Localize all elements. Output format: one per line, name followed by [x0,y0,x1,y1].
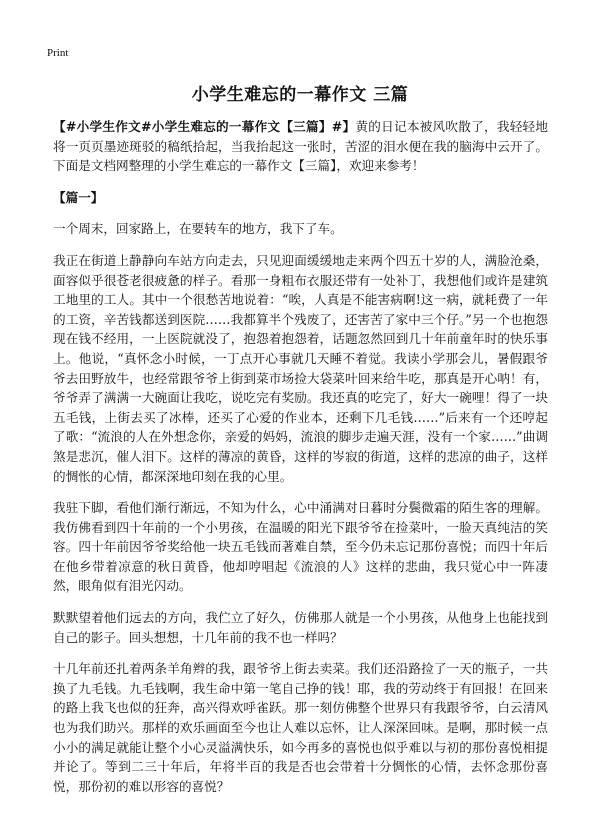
paragraph-2: 我正在街道上静静向车站方向走去，只见迎面缓缓地走来两个四五十岁的人，满脸沧桑，面容似乎很苍老很疲惫的样子。看那一身粗布衣服还带有一处补丁，我想他们或许是建筑工地里的工人。其中一个很愁苦地说着：“唉，人真是不能害病啊!这一病，就耗费了一年的工资，辛苦钱都送到医院……我都算半个残废了，还害苦了家中三个仔。”另一个也抱怨现在钱不经用，一上医院就没了，抱怨着抱怨着，话题忽然回到几十年前童年时的快乐事上。他说，“真怀念小时候，一丁点开心事就几天睡不着觉。我读小学那会儿，暑假跟爷爷去田野放牛，也经常跟爷爷上街到菜市场捡大袋菜叶回来给牛吃，那真是开心呐！有，爷爷弄了满满一大碗面让我吃，说吃完有奖励。我还真的吃完了，好大一碗哩！得了一块五毛钱，上街去买了冰棒，还买了心爱的作业本，还剩下几毛钱……”后来有一个还哼起了歌：“流浪的人在外想念你，亲爱的妈妈，流浪的脚步走遍天涯，没有一个家……”曲调煞是悲沉，催人泪下。这样的薄凉的黄昏，这样的岑寂的街道，这样的悲凉的曲子，这样的惆怅的心情，都深深地印刻在我的心里。 [53,252,548,484]
paragraph-3: 我驻下脚，看他们渐行渐远，不知为什么，心中涌满对日暮时分鬓微霜的陌生客的理解。我仿佛看到四十年前的一个小男孩，在温暖的阳光下跟爷爷在捡菜叶，一脸天真纯洁的笑容。四十年前因爷爷奖给他一块五毛钱而著难自禁，至今仍未忘记那份喜悦；而四十年后在他乡带着凉意的秋日黄昏，他却哼唱起《流浪的人》这样的悲曲，我只觉心中一阵凄然，眼角似有泪光闪动。 [53,500,548,594]
print-link[interactable]: Print [47,47,69,59]
intro-text: 黄的日记本被风吹散了，我轻轻地将一页页墨迹斑驳的稿纸拾起，当我抬起这一张时，苦涩的泪水便在我的脑海中云开了。下面是文档网整理的小学生难忘的一幕作文【三篇】，欢迎来参考！ [53,119,548,174]
paragraph-5: 十几年前还扎着两条羊角辫的我，跟爷爷上街去卖菜。我们还沿路捡了一天的瓶子，一共换了九毛钱。九毛钱啊，我生命中第一笔自己挣的钱！耶，我的劳动终于有回报！在回来的路上我飞也似的狂奔，高兴得欢呼雀跃。那一刻仿佛整个世界只有我跟爷爷，白云清风也为我们助兴。那样的欢乐画面至今也让人难以忘怀，让人深深回味。是啊，那时候一点小小的满足就能让整个小心灵溢满快乐，如今再多的喜悦也似乎难以与初的那份喜悦相提并论了。等到二三十年后，年将半百的我是否也会带着十分惆怅的心情，去怀念那份喜悦，那份初的难以形容的喜悦？ [53,661,548,794]
intro-tag: 【#小学生作文#小学生难忘的一幕作文【三篇】#】 [53,119,356,134]
intro-paragraph [53,117,548,176]
article-body [53,117,548,808]
paragraph-4: 默默望着他们远去的方向，我伫立了好久，仿佛那人就是一个小男孩，从他身上也能找到自己的影子。回头想想，十几年前的我不也一样吗？ [53,610,548,645]
paragraph-1: 一个周末，回家路上，在要转车的地方，我下了车。 [53,221,343,237]
section-heading: 【篇一】 [53,189,104,205]
page-title: 小学生难忘的一幕作文 三篇 [191,85,409,105]
